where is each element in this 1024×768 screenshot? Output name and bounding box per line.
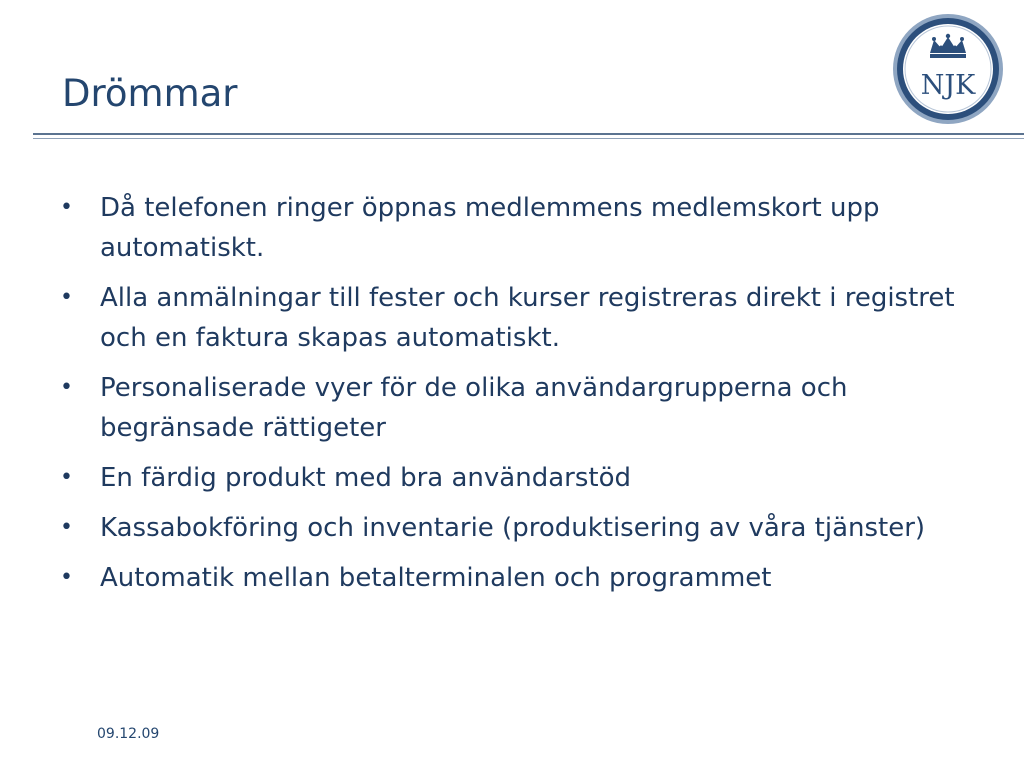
- bullet-item: [60, 188, 960, 268]
- bullet-text: Personaliserade vyer för de olika användargrupperna och begränsade rättigeter: [100, 373, 848, 443]
- bullet-item: [60, 368, 960, 448]
- njk-logo: [891, 12, 1005, 126]
- bullet-list: [60, 188, 960, 608]
- bullet-item: [60, 558, 960, 598]
- bullet-dot: •: [60, 285, 73, 310]
- title-divider: [33, 133, 1024, 135]
- title-divider-thin: [33, 138, 1024, 139]
- bullet-dot: •: [60, 465, 73, 490]
- bullet-item: [60, 278, 960, 358]
- logo-text: NJK: [920, 70, 976, 101]
- bullet-item: [60, 458, 960, 498]
- bullet-text: Då telefonen ringer öppnas medlemmens medlemskort upp automatiskt.: [100, 193, 880, 263]
- bullet-dot: •: [60, 515, 73, 540]
- bullet-text: Automatik mellan betalterminalen och programmet: [100, 563, 772, 593]
- bullet-text: En färdig produkt med bra användarstöd: [100, 463, 631, 493]
- slide-title: Drömmar: [62, 72, 238, 115]
- bullet-item: [60, 508, 960, 548]
- bullet-text: Alla anmälningar till fester och kurser registreras direkt i registret och en faktura skapas automatiskt.: [100, 283, 955, 353]
- bullet-dot: •: [60, 375, 73, 400]
- bullet-dot: •: [60, 195, 73, 220]
- footer-date: 09.12.09: [97, 726, 160, 742]
- bullet-dot: •: [60, 565, 73, 590]
- bullet-text: Kassabokföring och inventarie (produktisering av våra tjänster): [100, 513, 926, 543]
